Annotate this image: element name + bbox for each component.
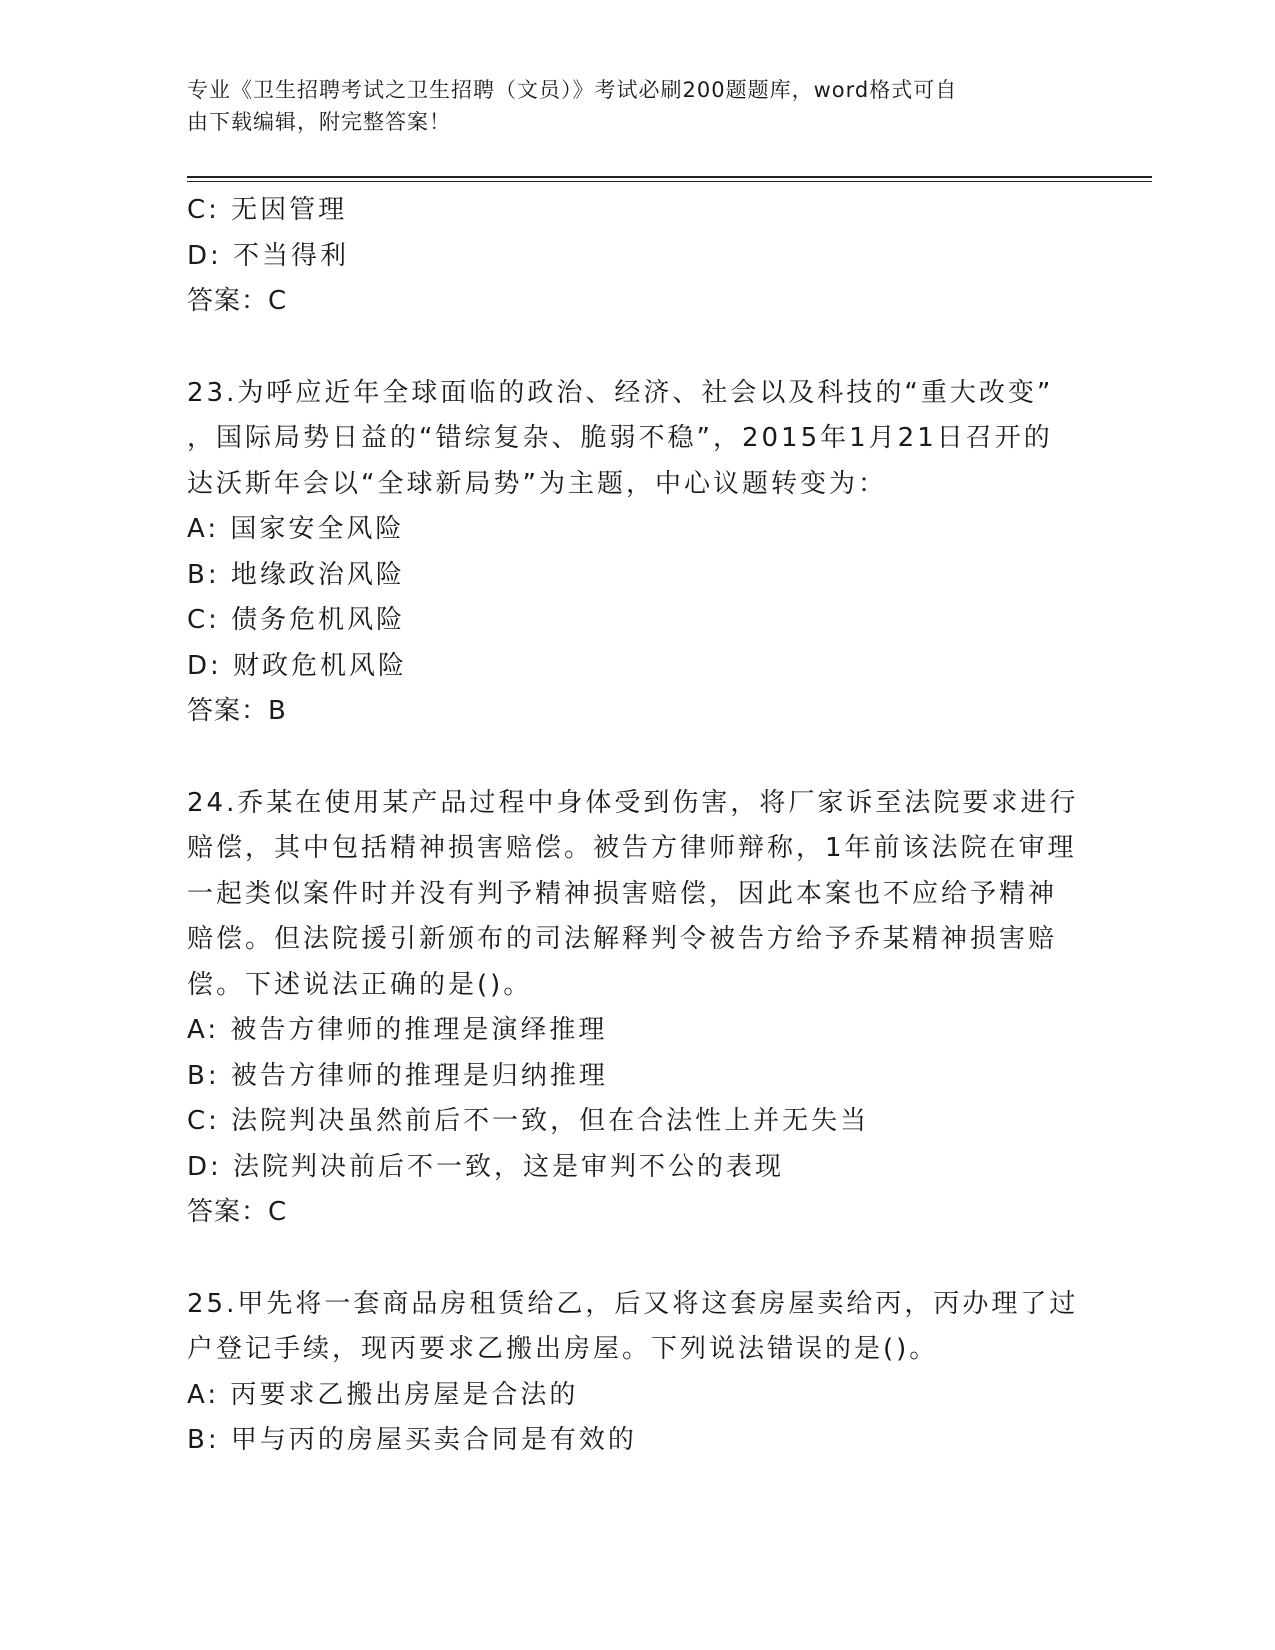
option-d: D: 不当得利 (187, 240, 350, 271)
question-22 (187, 188, 1087, 325)
header-line-2: 由下载编辑，附完整答案！ (187, 110, 451, 134)
option-b: B: 甲与丙的房屋买卖合同是有效的 (187, 1425, 637, 1455)
answer: 答案：C (187, 286, 288, 316)
option-a: A: 丙要求乙搬出房屋是合法的 (187, 1379, 579, 1410)
option-b: B: 被告方律师的推理是归纳推理 (187, 1060, 608, 1091)
question-stem-line: 赔偿。但法院援引新颁布的司法解释判令被告方给予乔某精神损害赔 (187, 924, 1058, 954)
question-content (187, 188, 1087, 1464)
option-d: D: 法院判决前后不一致，这是审判不公的表现 (187, 1151, 785, 1182)
question-24 (187, 781, 1087, 1236)
question-stem-line: 24.乔某在使用某产品过程中身体受到伤害，将厂家诉至法院要求进行 (187, 787, 1079, 818)
answer: 答案：B (187, 696, 287, 726)
option-a: A: 国家安全风险 (187, 514, 405, 544)
question-stem-line: ，国际局势日益的“错综复杂、脆弱不稳”，2015年1月21日召开的 (187, 423, 1053, 453)
option-b: B: 地缘政治风险 (187, 559, 405, 590)
answer: 答案：C (187, 1197, 288, 1227)
option-c: C: 无因管理 (187, 195, 348, 225)
option-c: C: 债务危机风险 (187, 605, 406, 635)
header-rule-thin (187, 181, 1152, 182)
question-stem-line: 一起类似案件时并没有判予精神损害赔偿，因此本案也不应给予精神 (187, 878, 1058, 909)
question-stem-line: 赔偿，其中包括精神损害赔偿。被告方律师辩称，1年前该法院在审理 (187, 833, 1077, 863)
question-25 (187, 1282, 1087, 1464)
question-stem-line: 达沃斯年会以“全球新局势”为主题，中心议题转变为： (187, 468, 887, 499)
question-stem-line: 25.甲先将一套商品房租赁给乙，后又将这套房屋卖给丙，丙办理了过 (187, 1288, 1079, 1319)
option-c: C: 法院判决虽然前后不一致，但在合法性上并无失当 (187, 1106, 870, 1136)
question-stem-line: 23.为呼应近年全球面临的政治、经济、社会以及科技的“重大改变” (187, 377, 1054, 408)
option-d: D: 财政危机风险 (187, 650, 408, 681)
header-line-1: 专业《卫生招聘考试之卫生招聘（文员）》考试必刷200题题库，word格式可自 (187, 78, 958, 102)
question-23 (187, 371, 1087, 735)
option-a: A: 被告方律师的推理是演绎推理 (187, 1015, 608, 1045)
question-stem-line: 户登记手续，现丙要求乙搬出房屋。下列说法错误的是()。 (187, 1334, 939, 1364)
header-rule-thick (187, 176, 1152, 178)
document-header (187, 74, 1087, 138)
question-stem-line: 偿。下述说法正确的是()。 (187, 969, 533, 1000)
